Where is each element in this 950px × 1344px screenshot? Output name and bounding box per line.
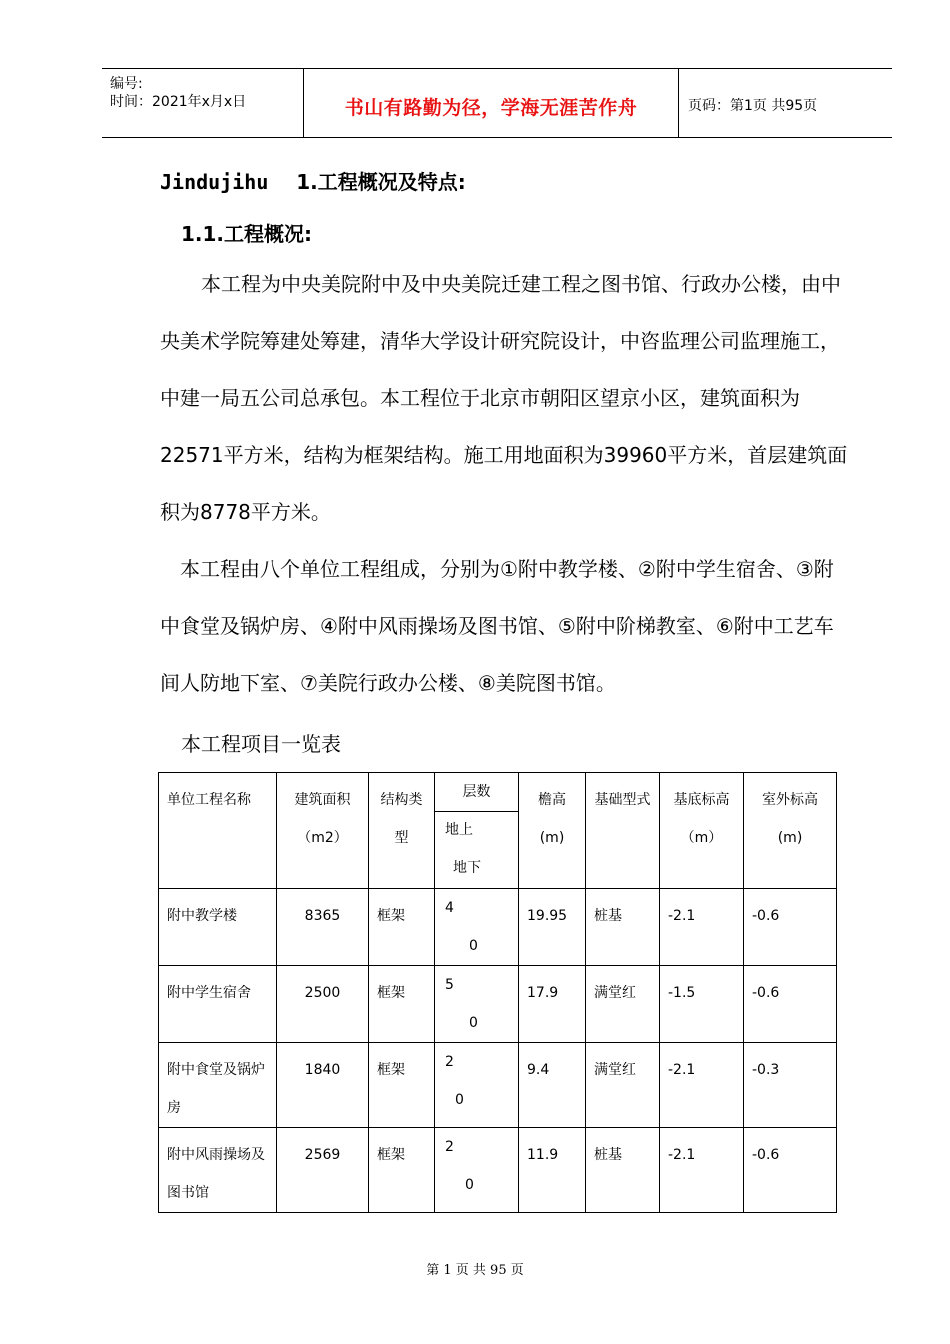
- header-name: 单位工程名称: [159, 773, 277, 889]
- header-outdoor-elev: 室外标高(m): [744, 773, 837, 889]
- paragraph-overview: 本工程为中央美院附中及中央美院迁建工程之图书馆、行政办公楼，由中央美术学院筹建处筹建，清华大学设计研究院设计，中咨监理公司监理施工，中建一局五公司总承包。本工程位于北京市朝阳区望京小区，建筑面积为22571平方米，结构为框架结构。施工用地面积为39960平方米，首层建筑面积为8778平方米。: [160, 272, 848, 524]
- cell-floors-above: 4: [445, 900, 454, 916]
- cell-outdoor: -0.6: [752, 1147, 780, 1163]
- header-page-cell: [678, 69, 892, 137]
- cell-foundation: 桩基: [594, 908, 622, 924]
- header-structure: 结构类型: [369, 773, 435, 889]
- cell-name: 附中教学楼: [167, 908, 237, 924]
- cell-floors-above: 5: [445, 977, 454, 993]
- cell-base: -2.1: [668, 1062, 696, 1078]
- cell-eave: 19.95: [527, 908, 568, 924]
- cell-floors-above: 2: [445, 1054, 454, 1070]
- cell-outdoor: -0.6: [752, 985, 780, 1001]
- cell-eave: 11.9: [527, 1147, 559, 1163]
- page-footer: 第 1 页 共 95 页: [426, 1263, 524, 1278]
- page-info: 页码：第1页 共95页: [688, 98, 818, 114]
- cell-base: -1.5: [668, 985, 696, 1001]
- heading-prefix: Jindujihu: [160, 170, 269, 194]
- heading-title: 1.工程概况及特点:: [296, 170, 466, 194]
- header-floors-below: 地下: [453, 860, 481, 876]
- page-header: [102, 68, 892, 138]
- motto: 书山有路勤为径，学海无涯苦作舟: [344, 97, 638, 119]
- cell-area: 8365: [304, 908, 341, 924]
- cell-eave: 17.9: [527, 985, 559, 1001]
- cell-base: -2.1: [668, 1147, 696, 1163]
- cell-name: 附中风雨操场及图书馆: [167, 1147, 265, 1201]
- header-base-elev: 基底标高（m）: [660, 773, 744, 889]
- cell-structure: 框架: [377, 985, 405, 1001]
- cell-foundation: 满堂红: [594, 985, 636, 1001]
- number-label: 编号:: [110, 76, 143, 92]
- cell-floors-below: 0: [469, 938, 478, 954]
- cell-base: -2.1: [668, 908, 696, 924]
- cell-floors-below: 0: [455, 1092, 464, 1108]
- header-meta: [102, 69, 303, 137]
- section-heading: [160, 166, 466, 195]
- cell-structure: 框架: [377, 908, 405, 924]
- table-row: [159, 1128, 837, 1213]
- cell-area: 2500: [304, 985, 341, 1001]
- cell-outdoor: -0.6: [752, 908, 780, 924]
- cell-area: 1840: [304, 1062, 341, 1078]
- cell-floors-below: 0: [469, 1015, 478, 1031]
- cell-foundation: 满堂红: [594, 1062, 636, 1078]
- header-floors: [435, 773, 519, 889]
- table-header-row: [159, 773, 837, 889]
- header-eave: 檐高(m): [519, 773, 586, 889]
- table-row: [159, 1043, 837, 1128]
- table-row: [159, 889, 837, 966]
- paragraph-units: 本工程由八个单位工程组成，分别为①附中教学楼、②附中学生宿舍、③附中食堂及锅炉房、④附中风雨操场及图书馆、⑤附中阶梯教室、⑥附中工艺车间人防地下室、⑦美院行政办公楼、⑧美院图书馆。: [160, 557, 834, 695]
- cell-structure: 框架: [377, 1147, 405, 1163]
- cell-outdoor: -0.3: [752, 1062, 780, 1078]
- header-foundation: 基础型式: [586, 773, 660, 889]
- cell-eave: 9.4: [527, 1062, 550, 1078]
- table-caption: 本工程项目一览表: [181, 732, 341, 756]
- section-subheading: 1.1.工程概况:: [181, 222, 313, 246]
- cell-floors-above: 2: [445, 1139, 454, 1155]
- cell-floors-below: 0: [465, 1177, 474, 1193]
- cell-area: 2569: [304, 1147, 341, 1163]
- project-table: [158, 772, 837, 1213]
- cell-name: 附中食堂及锅炉房: [167, 1062, 265, 1116]
- time-label: 时间：2021年x月x日: [110, 94, 247, 110]
- table-row: [159, 966, 837, 1043]
- cell-foundation: 桩基: [594, 1147, 622, 1163]
- cell-name: 附中学生宿舍: [167, 985, 251, 1001]
- header-area: 建筑面积（m2）: [277, 773, 369, 889]
- header-motto-cell: [303, 69, 679, 137]
- header-floors-title: 层数: [435, 773, 518, 812]
- cell-structure: 框架: [377, 1062, 405, 1078]
- header-floors-above: 地上: [445, 822, 473, 838]
